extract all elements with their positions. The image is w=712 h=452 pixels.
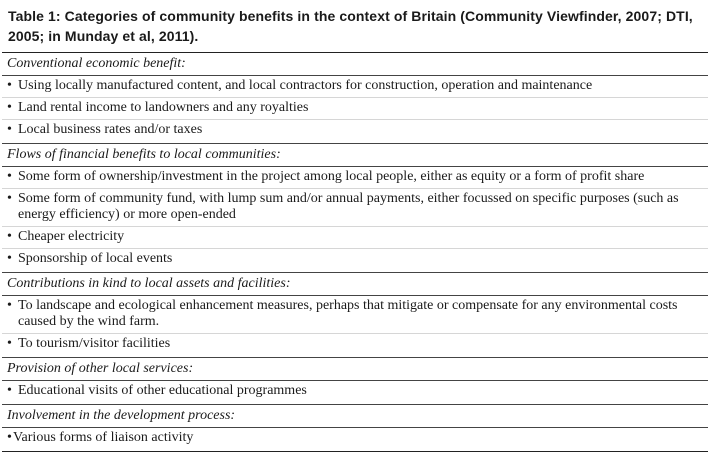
section-heading: Conventional economic benefit: [2, 54, 708, 76]
bullet-icon: • [7, 383, 12, 398]
bullet-icon: • [7, 100, 12, 115]
list-item-text: Cheaper electricity [18, 229, 125, 244]
list-item-text: Educational visits of other educational programmes [18, 383, 307, 398]
list-item [2, 428, 708, 449]
list-item [2, 334, 708, 355]
bullet-icon: • [7, 430, 12, 445]
section-development-involvement [2, 405, 708, 452]
bullet-icon: • [7, 298, 12, 313]
list-item-text: Some form of ownership/investment in the project among local people, either as equity or a form of profit share [18, 169, 645, 184]
list-item [2, 120, 708, 141]
list-item [2, 189, 708, 227]
list-item-text: To landscape and ecological enhancement measures, perhaps that mitigate or compensate for any environmental costs caused by the wind farm. [18, 298, 678, 329]
bullet-icon: • [7, 336, 12, 351]
bullet-icon: • [7, 229, 12, 244]
list-item [2, 296, 708, 334]
list-item [2, 249, 708, 270]
list-item-text: Using locally manufactured content, and local contractors for construction, operation and maintenance [18, 78, 593, 93]
table-caption: Table 1: Categories of community benefits in the context of Britain (Community Viewfinder, 2007; DTI, 2005; in Munday et al, 2011). [2, 0, 708, 53]
list-item-text: To tourism/visitor facilities [18, 336, 171, 351]
section-heading: Flows of financial benefits to local communities: [2, 145, 708, 167]
list-item [2, 381, 708, 402]
bullet-icon: • [7, 122, 12, 137]
section-heading: Provision of other local services: [2, 359, 708, 381]
list-item-text: Land rental income to landowners and any royalties [18, 100, 309, 115]
section-other-local-services [2, 358, 708, 405]
bullet-icon: • [7, 78, 12, 93]
list-item [2, 98, 708, 120]
bullet-icon: • [7, 191, 12, 206]
section-financial-benefit-flows [2, 144, 708, 273]
section-heading: Involvement in the development process: [2, 406, 708, 428]
section-conventional-economic-benefit [2, 53, 708, 144]
list-item-text: Some form of community fund, with lump sum and/or annual payments, either focussed on specific purposes (such as energy efficiency) or more open-ended [18, 191, 679, 222]
section-heading: Contributions in kind to local assets and facilities: [2, 274, 708, 296]
list-item-text: Sponsorship of local events [18, 251, 173, 266]
list-item-text: Various forms of liaison activity [13, 430, 194, 445]
bullet-icon: • [7, 169, 12, 184]
list-item-text: Local business rates and/or taxes [18, 122, 203, 137]
section-contributions-in-kind [2, 273, 708, 358]
list-item [2, 167, 708, 189]
list-item [2, 76, 708, 98]
list-item [2, 227, 708, 249]
bullet-icon: • [7, 251, 12, 266]
benefits-table [2, 0, 708, 452]
